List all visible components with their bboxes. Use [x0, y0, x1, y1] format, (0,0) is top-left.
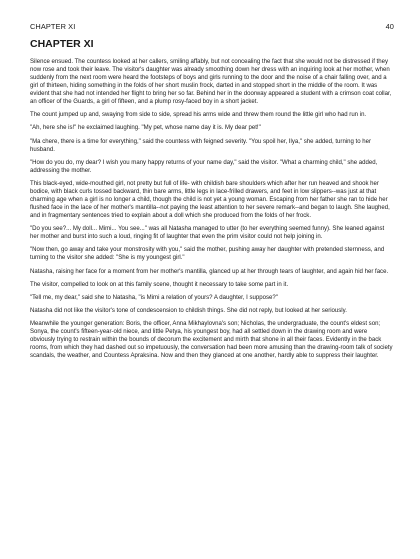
- running-title: CHAPTER XI: [30, 22, 76, 31]
- paragraph: Natasha, raising her face for a moment from her mother's mantilla, glanced up at her through tears of laughter, and again hid her face.: [30, 268, 389, 275]
- page-number: 40: [385, 22, 394, 31]
- running-header: [30, 22, 394, 31]
- paragraph: "Ah, here she is!" he exclaimed laughing. "My pet, whose name day it is. My dear pet!": [30, 125, 261, 132]
- paragraph: "Now then, go away and take your monstrosity with you," said the mother, pushing away her daughter with pretended sternness, and turning to the visitor she added: "She is my youngest girl.": [30, 247, 385, 262]
- chapter-title: CHAPTER XI: [30, 38, 94, 50]
- body-text: [30, 58, 394, 360]
- paragraph: This black-eyed, wide-mouthed girl, not pretty but full of life- with childish bare shoulders which after her run heaved and shook her bodice, with black curls tossed backward, thin bare arms, little legs in lace-frilled drawers, and feet in low slippers--was just at that charming age when a girl is no longer a child, though the child is not yet a young woman. Escaping from her father she ran to hide her flushed face in the lace of her mother's mantilla--not paying the least attention to her severe remark--and began to laugh. She laughed, and in fragmentary sentences tried to explain about a doll which she produced from the folds of her frock.: [30, 180, 390, 219]
- paragraph: "Tell me, my dear," said she to Natasha, "is Mimi a relation of yours? A daughter, I suppose?": [30, 294, 278, 301]
- paragraph: The count jumped up and, swaying from side to side, spread his arms wide and threw them round the little girl who had run in.: [30, 112, 367, 119]
- paragraph: Meanwhile the younger generation: Boris, the officer, Anna Mikhaylovna's son; Nicholas, the undergraduate, the count's eldest son; Sonya, the count's fifteen-year-old niece, and little Petya, his youngest boy, had all settled down in the drawing room and were obviously trying to restrain within the bounds of decorum the excitement and mirth that shone in all their faces. Evidently in the back rooms, from which they had dashed out so impetuously, the conversation had been more amusing than the drawing-room talk of society scandals, the weather, and Countess Apraksina. Now and then they glanced at one another, hardly able to suppress their laughter.: [30, 321, 393, 360]
- paragraph: Natasha did not like the visitor's tone of condescension to childish things. She did not reply, but looked at her seriously.: [30, 308, 347, 315]
- paragraph: Silence ensued. The countess looked at her callers, smiling affably, but not concealing the fact that she would not be distressed if they now rose and took their leave. The visitor's daughter was already smoothing down her dress with an inquiring look at her mother, when suddenly from the next room were heard the footsteps of boys and girls running to the door and the noise of a chair falling over, and a girl of thirteen, hiding something in the folds of her short muslin frock, darted in and stopped short in the middle of the room. It was evident that she had not intended her flight to bring her so far. Behind her in the doorway appeared a student with a crimson coat collar, an officer of the Guards, a girl of fifteen, and a plump rosy-faced boy in a short jacket.: [30, 59, 392, 105]
- paragraph: The visitor, compelled to look on at this family scene, thought it necessary to take some part in it.: [30, 281, 289, 288]
- paragraph: "How do you do, my dear? I wish you many happy returns of your name day," said the visitor. "What a charming child," she added, addressing the mother.: [30, 159, 378, 174]
- paragraph: "Ma chere, there is a time for everything," said the countess with feigned severity. "You spoil her, Ilya," she added, turning to her husband.: [30, 138, 372, 153]
- paragraph: "Do you see?... My doll... Mimi... You see..." was all Natasha managed to utter (to her everything seemed funny). She leaned against her mother and burst into such a loud, ringing fit of laughter that even the prim visitor could not help joining in.: [30, 226, 385, 241]
